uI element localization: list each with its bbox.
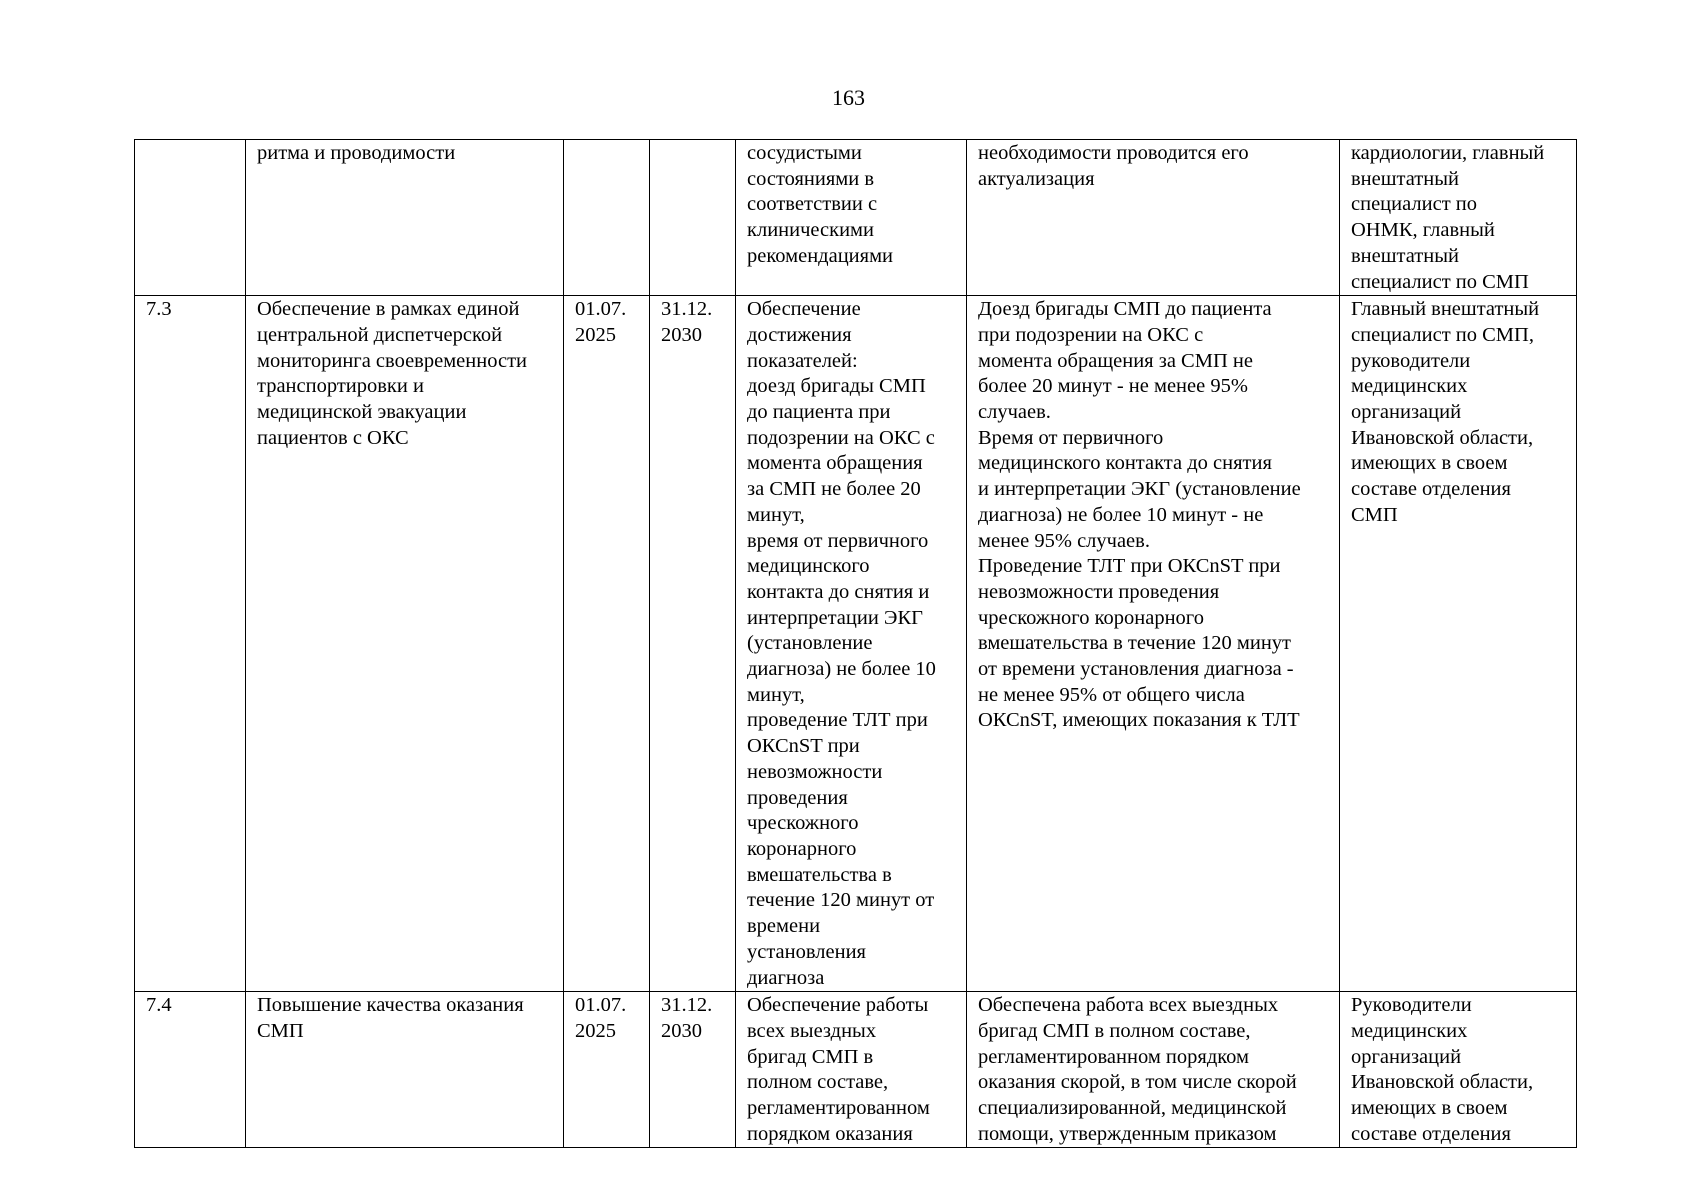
cell-number [135,140,246,296]
cell-number: 7.3 [135,296,246,992]
cell-event: ритма и проводимости [246,140,564,296]
cell-responsible: Руководители медицинских организаций Ивановской области, имеющих в своем составе отделения [1340,992,1577,1148]
cell-responsible: Главный внештатный специалист по СМП, руководители медицинских организаций Ивановской области, имеющих в своем составе отделения СМП [1340,296,1577,992]
cell-end-date [650,140,736,296]
cell-end-date: 31.12. 2030 [650,992,736,1148]
cell-end-date: 31.12. 2030 [650,296,736,992]
cell-indicator: необходимости проводится его актуализация [967,140,1340,296]
cell-start-date: 01.07. 2025 [564,296,650,992]
cell-start-date: 01.07. 2025 [564,992,650,1148]
measures-table [134,139,1577,1148]
cell-event: Обеспечение в рамках единой центральной диспетчерской мониторинга своевременности транспортировки и медицинской эвакуации пациентов с ОКС [246,296,564,992]
cell-result: Обеспечение работы всех выездных бригад СМП в полном составе, регламентированном порядком оказания [736,992,967,1148]
table-row [135,140,1577,296]
cell-result: сосудистыми состояниями в соответствии с клиническими рекомендациями [736,140,967,296]
cell-indicator: Доезд бригады СМП до пациента при подозрении на ОКС с момента обращения за СМП не более 20 минут - не менее 95% случаев. Время от первичного медицинского контакта до снятия и интерпретации ЭКГ (установление диагноза) не более 10 минут - не менее 95% случаев. Проведение ТЛТ при ОКСnST при невозможности проведения чрескожного коронарного вмешательства в течение 120 минут от времени установления диагноза - не менее 95% от общего числа ОКСnST, имеющих показания к ТЛТ [967,296,1340,992]
cell-indicator: Обеспечена работа всех выездных бригад СМП в полном составе, регламентированном порядком оказания скорой, в том числе скорой специализированной, медицинской помощи, утвержденным приказом [967,992,1340,1148]
cell-result: Обеспечение достижения показателей: доезд бригады СМП до пациента при подозрении на ОКС с момента обращения за СМП не более 20 минут, время от первичного медицинского контакта до снятия и интерпретации ЭКГ (установление диагноза) не более 10 минут, проведение ТЛТ при ОКСnST при невозможности проведения чрескожного коронарного вмешательства в течение 120 минут от времени установления диагноза [736,296,967,992]
cell-number: 7.4 [135,992,246,1148]
cell-responsible: кардиологии, главный внештатный специалист по ОНМК, главный внештатный специалист по СМП [1340,140,1577,296]
table-row [135,992,1577,1148]
cell-event: Повышение качества оказания СМП [246,992,564,1148]
cell-start-date [564,140,650,296]
page-number: 163 [832,85,865,110]
table-row [135,296,1577,992]
